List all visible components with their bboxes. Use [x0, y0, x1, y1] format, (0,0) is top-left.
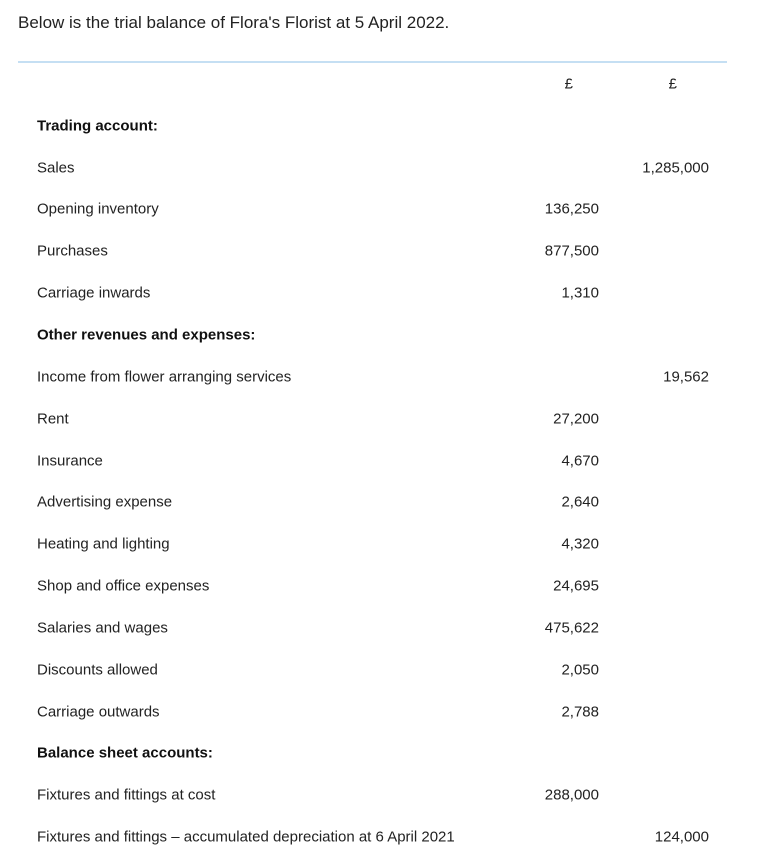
column-header-debit-currency: £: [564, 75, 573, 93]
debit-amount: 136,250: [544, 200, 599, 218]
debit-amount: 1,310: [561, 284, 599, 302]
table-row: [18, 189, 727, 231]
debit-amount: 4,670: [561, 452, 599, 470]
account-name: Purchases: [37, 242, 108, 260]
table-row: [18, 607, 727, 649]
section-heading-row: [18, 314, 727, 356]
table-row: [18, 481, 727, 523]
section-heading: Trading account:: [37, 117, 158, 135]
credit-amount: 19,562: [663, 368, 709, 386]
debit-amount: 2,788: [561, 703, 599, 721]
account-name: Heating and lighting: [37, 535, 170, 553]
debit-amount: 2,640: [561, 493, 599, 511]
trial-balance-table: [18, 63, 727, 858]
table-row: [18, 272, 727, 314]
table-header-row: [18, 63, 727, 105]
table-row: [18, 649, 727, 691]
account-name: Discounts allowed: [37, 661, 158, 679]
credit-amount: 1,285,000: [642, 159, 709, 177]
table-row: [18, 816, 727, 858]
credit-amount: 124,000: [654, 828, 709, 846]
account-name: Fixtures and fittings – accumulated depreciation at 6 April 2021: [37, 828, 455, 846]
debit-amount: 877,500: [544, 242, 599, 260]
account-name: Insurance: [37, 452, 103, 470]
debit-amount: 24,695: [553, 577, 599, 595]
account-name: Opening inventory: [37, 200, 159, 218]
table-row: [18, 147, 727, 189]
debit-amount: 4,320: [561, 535, 599, 553]
account-name: Salaries and wages: [37, 619, 168, 637]
account-name: Carriage inwards: [37, 284, 151, 302]
section-heading-row: [18, 105, 727, 147]
intro-text: Below is the trial balance of Flora's Florist at 5 April 2022.: [18, 13, 450, 32]
table-row: [18, 230, 727, 272]
section-heading: Other revenues and expenses:: [37, 326, 256, 344]
debit-amount: 288,000: [544, 786, 599, 804]
account-name: Shop and office expenses: [37, 577, 210, 595]
table-row: [18, 440, 727, 482]
debit-amount: 475,622: [544, 619, 599, 637]
account-name: Carriage outwards: [37, 703, 160, 721]
account-name: Income from flower arranging services: [37, 368, 292, 386]
account-name: Advertising expense: [37, 493, 173, 511]
account-name: Sales: [37, 159, 75, 177]
table-row: [18, 398, 727, 440]
table-body: [18, 105, 727, 858]
column-header-credit-currency: £: [668, 75, 677, 93]
table-row: [18, 565, 727, 607]
table-row: [18, 774, 727, 816]
section-heading-row: [18, 733, 727, 775]
section-heading: Balance sheet accounts:: [37, 744, 213, 762]
debit-amount: 27,200: [553, 410, 599, 428]
account-name: Rent: [37, 410, 69, 428]
table-row: [18, 523, 727, 565]
account-name: Fixtures and fittings at cost: [37, 786, 216, 804]
debit-amount: 2,050: [561, 661, 599, 679]
table-row: [18, 356, 727, 398]
table-row: [18, 691, 727, 733]
